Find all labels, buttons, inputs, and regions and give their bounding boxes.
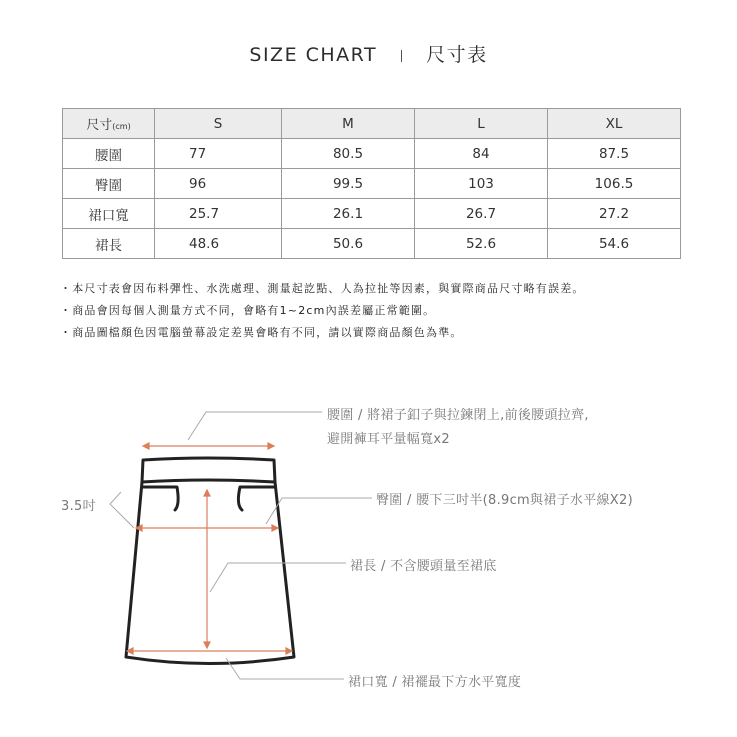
table-cell: 80.5 [282, 139, 415, 169]
table-cell: 52.6 [415, 229, 548, 259]
table-cell: 96 [155, 169, 282, 199]
note-item: ・ 商品圖檔顏色因電腦螢幕設定差異會略有不同，請以實際商品顏色為準。 [60, 322, 585, 344]
offset-bracket [110, 492, 134, 528]
table-cell: 106.5 [548, 169, 681, 199]
header-size-m: M [282, 109, 415, 139]
hem-arrow-right [286, 648, 292, 654]
skirt-outline [126, 458, 294, 664]
header-size-l: L [415, 109, 548, 139]
table-cell: 48.6 [155, 229, 282, 259]
skirt-body-shape [126, 482, 294, 664]
length-arrow-top [204, 490, 210, 496]
leader-lines [110, 412, 372, 679]
waist-label-line2: 避開褲耳平量幅寬x2 [327, 432, 450, 447]
row-label: 腰圍 [63, 139, 155, 169]
length-arrow-bottom [204, 642, 210, 648]
title-en: SIZE CHART [249, 44, 378, 66]
table-cell: 84 [415, 139, 548, 169]
table-cell: 87.5 [548, 139, 681, 169]
note-item: ・ 本尺寸表會因布料彈性、水洗處理、測量起訖點、人為拉扯等因素，與實際商品尺寸略有誤差。 [60, 278, 585, 300]
waistband-shape [142, 458, 275, 482]
table-cell: 25.7 [155, 199, 282, 229]
table-cell: 26.1 [282, 199, 415, 229]
table-cell: 103 [415, 169, 548, 199]
title-zh: 尺寸表 [426, 44, 488, 66]
waist-label-line1: 腰圍 / 將裙子釦子與拉鍊閉上,前後腰頭拉齊, [327, 408, 589, 423]
row-label: 裙長 [63, 229, 155, 259]
header-size-s: S [155, 109, 282, 139]
table-cell: 26.7 [415, 199, 548, 229]
length-leader [210, 563, 346, 592]
hip-offset-label: 3.5吋 [61, 499, 96, 514]
hip-leader [266, 498, 372, 524]
table-cell: 27.2 [548, 199, 681, 229]
table-cell: 50.6 [282, 229, 415, 259]
header-label-text: 尺寸 [86, 118, 113, 133]
right-pocket-shape [238, 487, 275, 510]
header-size-xl: XL [548, 109, 681, 139]
hem-label: 裙口寬 / 裙襬最下方水平寬度 [348, 675, 522, 690]
table-cell: 54.6 [548, 229, 681, 259]
table-cell: 99.5 [282, 169, 415, 199]
length-label: 裙長 / 不含腰頭量至裙底 [350, 559, 497, 574]
hip-label: 臀圍 / 腰下三吋半(8.9cm與裙子水平線X2) [376, 493, 633, 508]
row-label: 裙口寬 [63, 199, 155, 229]
left-pocket-shape [142, 487, 178, 510]
note-item: ・ 商品會因每個人測量方式不同，會略有1~2cm內誤差屬正常範圍。 [60, 300, 585, 322]
table-cell: 77 [155, 139, 282, 169]
row-label: 臀圍 [63, 169, 155, 199]
hip-arrow-right [272, 525, 278, 531]
waist-arrow-right [268, 443, 274, 449]
waist-arrow-left [143, 443, 149, 449]
header-unit: (cm) [112, 122, 131, 131]
measure-lines [127, 443, 292, 654]
waist-leader [188, 412, 322, 440]
